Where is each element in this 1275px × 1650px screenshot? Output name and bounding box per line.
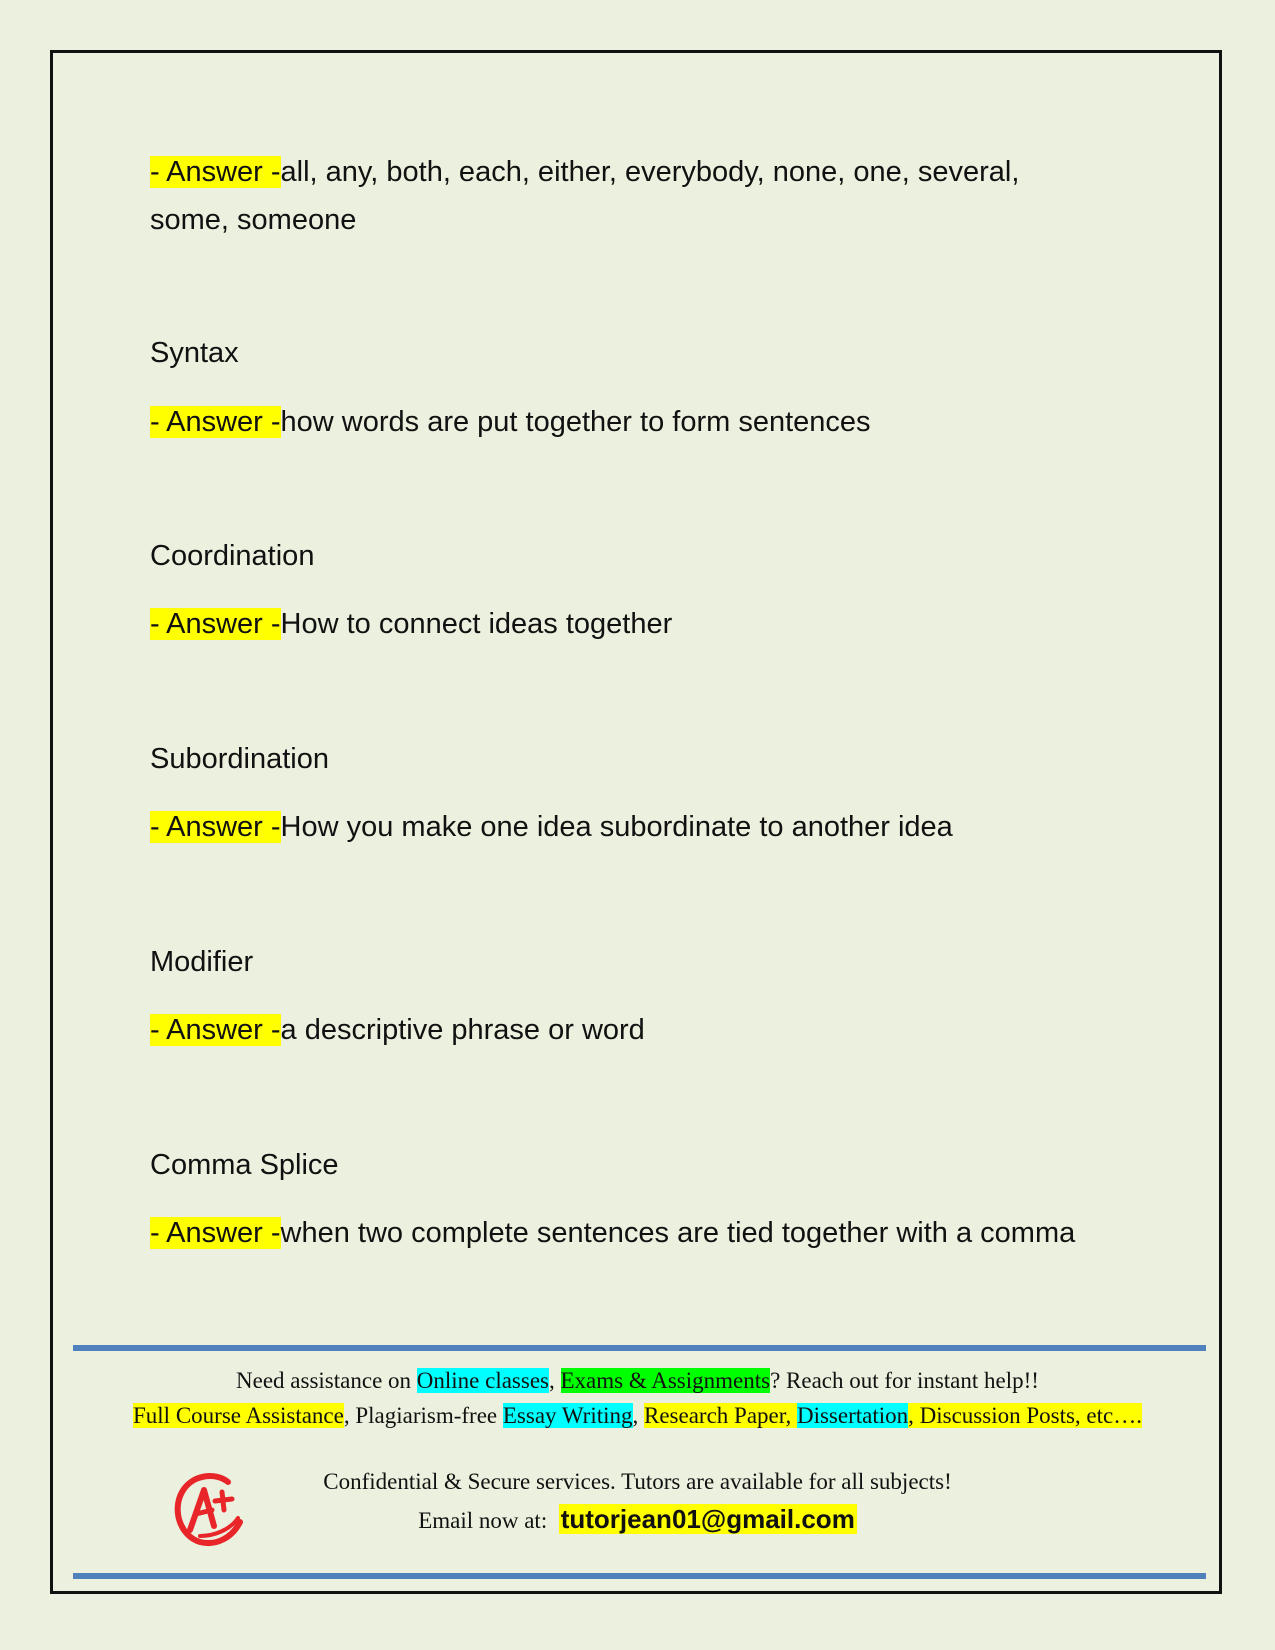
footer-top-rule — [73, 1345, 1206, 1351]
answer-prefix: - Answer - — [150, 1014, 281, 1046]
answer-entry-coordination — [150, 600, 1090, 648]
footer-bottom-rule — [73, 1573, 1206, 1579]
footer-offerings-line — [60, 1401, 1215, 1431]
footer-text: , — [549, 1368, 561, 1393]
dissertation-highlight: Dissertation — [796, 1403, 909, 1428]
term-modifier: Modifier — [150, 946, 254, 978]
answer-text: a descriptive phrase or word — [280, 1014, 645, 1046]
term-coordination: Coordination — [150, 540, 315, 572]
answer-text: all, any, both, each, either, everybody, none, one, several, some, someone — [150, 156, 1020, 236]
term-comma-splice: Comma Splice — [150, 1149, 339, 1181]
term-subordination: Subordination — [150, 743, 329, 775]
answer-prefix: - Answer - — [150, 406, 281, 438]
footer-email-line — [60, 1504, 1215, 1536]
footer-confidential-line: Confidential & Secure services. Tutors are available for all subjects! — [323, 1469, 952, 1494]
answer-entry-modifier — [150, 1006, 1090, 1054]
answer-entry-0 — [150, 148, 1090, 244]
full-course-highlight: Full Course Assistance — [133, 1403, 344, 1428]
footer-text: , Plagiarism-free — [343, 1403, 503, 1428]
essay-writing-highlight: Essay Writing — [502, 1403, 633, 1428]
answer-entry-syntax — [150, 398, 1090, 446]
answer-entry-comma-splice — [150, 1209, 1090, 1257]
answer-prefix: - Answer - — [150, 811, 281, 843]
term-syntax: Syntax — [150, 337, 239, 369]
answer-text: How to connect ideas together — [280, 608, 673, 640]
answer-text: when two complete sentences are tied together with a comma — [280, 1217, 1076, 1249]
research-paper-highlight: Research Paper, — [644, 1403, 797, 1428]
footer-text: Need assistance on — [236, 1368, 417, 1393]
answer-entry-subordination — [150, 803, 1090, 851]
email-label: Email now at: — [418, 1508, 559, 1533]
footer-services-line — [60, 1366, 1215, 1396]
exams-assignments-highlight: Exams & Assignments — [560, 1368, 771, 1393]
email-link[interactable]: tutorjean01@gmail.com — [560, 1504, 855, 1534]
footer-text: ? Reach out for instant help!! — [770, 1368, 1039, 1393]
discussion-posts-highlight: , Discussion Posts, etc…. — [908, 1403, 1142, 1428]
answer-prefix: - Answer - — [150, 608, 281, 640]
footer-text: , — [632, 1403, 644, 1428]
answer-text: how words are put together to form sentences — [280, 406, 871, 438]
answer-prefix: - Answer - — [150, 156, 281, 188]
answer-text: How you make one idea subordinate to another idea — [280, 811, 953, 843]
answer-prefix: - Answer - — [150, 1217, 281, 1249]
online-classes-highlight: Online classes — [416, 1368, 549, 1393]
